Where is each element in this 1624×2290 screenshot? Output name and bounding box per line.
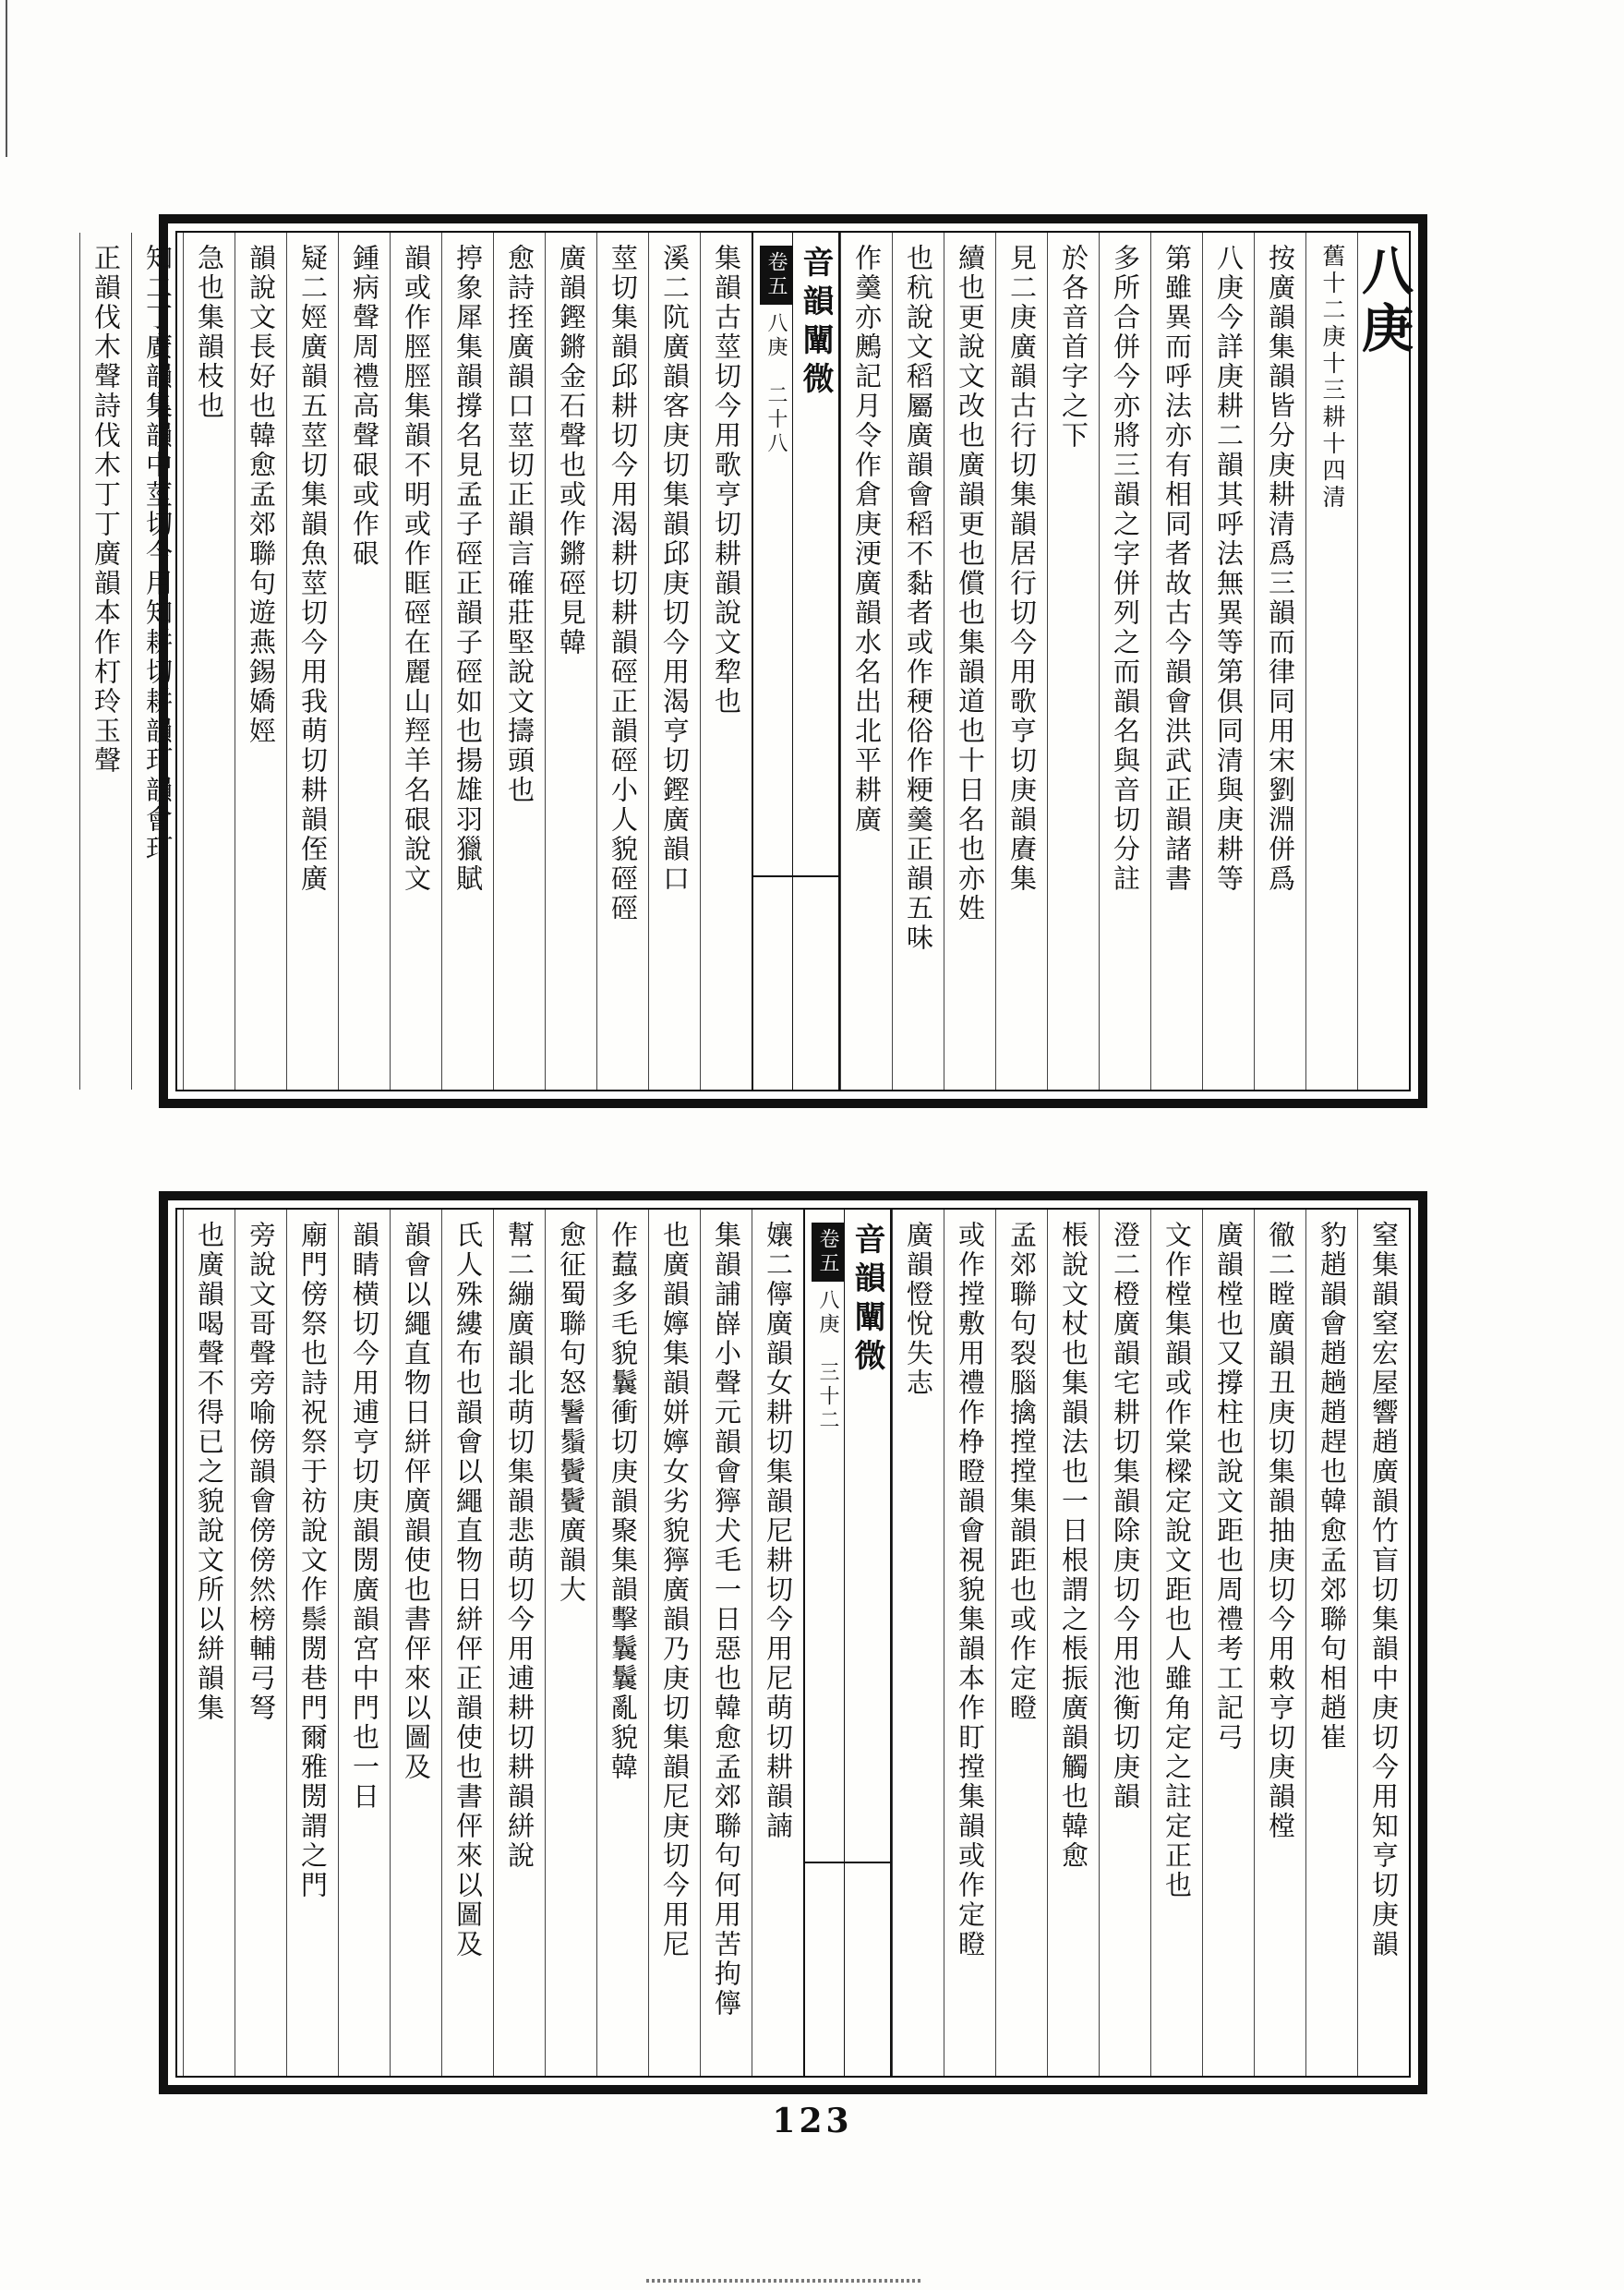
- rhyme-label: 八庚: [764, 312, 788, 360]
- text-column: 孃二儜廣韻女耕切集韻尼耕切今用尼萌切耕韻諵: [752, 1210, 803, 2076]
- text-column: 澄二橙廣韻宅耕切集韻除庚切今用池衡切庚韻: [1099, 1210, 1150, 2076]
- text-column: 或作摚敷用禮作棦瞪韻會視貌集韻本作盯摚集韻或作定瞪: [944, 1210, 995, 2076]
- text-column: 溪二阬廣韻客庚切集韻邱庚切今用渴亨切鏗廣韻口: [648, 233, 700, 1090]
- text-column: 韻或作脛脛集韻不明或作眶硜在麗山羥羊名硍說文: [390, 233, 441, 1090]
- juan-label: 卷五: [812, 1223, 844, 1282]
- fold-mark: [753, 875, 838, 877]
- text-column: 氏人殊縷布也韻會以繩直物日絣伻正韻使也書伻來以圖及: [441, 1210, 493, 2076]
- book-title: 音韻闡微: [844, 1210, 890, 2076]
- text-column: 第雖異而呼法亦有相同者故古今韻會洪武正韻諸書: [1150, 233, 1202, 1090]
- folio-label: 三十二: [816, 1361, 839, 1433]
- text-column: 集韻古莖切今用歌亨切耕韻說文犂也: [700, 233, 752, 1090]
- text-column: 也廣韻喝聲不得已之貌說文所以絣韻集: [183, 1210, 235, 2076]
- text-column: 廣韻憕悅失志: [892, 1210, 944, 2076]
- lower-page-panel: [159, 1191, 1427, 2094]
- text-column: 豹趙韻會趙趟趙趕也韓愈孟郊聯句相趙崔: [1305, 1210, 1357, 2076]
- text-column: 也廣韻嬣集韻姘嬣女劣貌獰廣韻乃庚切集韻尼庚切今用尼: [648, 1210, 700, 2076]
- rhyme-heading-note: 舊十二庚十三耕十四清: [1305, 233, 1357, 1090]
- text-column: 愈征蜀聯句怒鬐鬚鬢鬢廣韻大: [545, 1210, 596, 2076]
- text-column: 疑二娙廣韻五莖切集韻魚莖切今用我萌切耕韻侄廣: [286, 233, 338, 1090]
- text-column: 棖說文杖也集韻法也一日根謂之棖振廣韻觸也韓愈: [1047, 1210, 1099, 2076]
- scan-artifact: [646, 2279, 923, 2283]
- upper-page-panel: [90, 214, 1427, 1108]
- text-column: 愈詩挃廣韻口莖切正韻言確莊堅說文擣頭也: [493, 233, 545, 1090]
- text-column: 莖切集韻邱耕切今用渴耕切耕韻硜正韻硜小人貌硜硜: [596, 233, 648, 1090]
- text-column: 幫二繃廣韻北萌切集韻悲萌切今用逋耕切耕韻絣說: [493, 1210, 545, 2076]
- text-column: 多所合併今亦將三韻之字併列之而韻名與音切分註: [1099, 233, 1150, 1090]
- text-column: 韻會以繩直物日絣伻廣韻使也書伻來以圖及: [390, 1210, 441, 2076]
- text-column: 廣韻鏗鏘金石聲也或作鏘硜見韓: [545, 233, 596, 1090]
- text-column: 作蠚多毛貌鬤衝切庚韻聚集韻擊鬤鬤亂貌韓: [596, 1210, 648, 2076]
- text-column: 於各音首字之下: [1047, 233, 1099, 1090]
- text-column: 揨象犀集韻撐名見孟子硜正韻子硜如也揚雄羽獵賦: [441, 233, 493, 1090]
- rhyme-label: 八庚: [816, 1289, 839, 1337]
- center-fold-labels: [805, 1210, 844, 2076]
- text-column: 八庚今詳庚耕二韻其呼法無異等第俱同清與庚耕等: [1202, 233, 1254, 1090]
- juan-label: 卷五: [760, 246, 792, 305]
- text-column: 集韻誧嶭小聲元韻會獰犬毛一日惡也韓愈孟郊聯句何用苦拘儜: [700, 1210, 752, 2076]
- page-number: 123: [772, 2102, 853, 2140]
- center-fold-labels: [753, 233, 792, 1090]
- fold-mark: [805, 1862, 890, 1863]
- text-column: 韻說文長好也韓愈孟郊聯句遊燕錫嬌娙: [235, 233, 286, 1090]
- rhyme-heading: 八庚: [1357, 233, 1409, 1090]
- folio-label: 二十八: [764, 384, 788, 456]
- text-column: 正韻伐木聲詩伐木丁丁廣韻本作朾玲玉聲: [79, 233, 131, 1090]
- text-column: 急也集韻枝也: [183, 233, 235, 1090]
- text-column: 孟郊聯句裂腦擒摚摚集韻距也或作定瞪: [995, 1210, 1047, 2076]
- text-column: 按廣韻集韻皆分庚耕清爲三韻而律同用宋劉淵併爲: [1254, 233, 1305, 1090]
- text-column: 見二庚廣韻古行切集韻居行切今用歌亨切庚韻賡集: [995, 233, 1047, 1090]
- text-column: 作羹亦鶊記月令作倉庚浭廣韻水名出北平耕廣: [840, 233, 892, 1090]
- text-column: 徹二瞠廣韻丑庚切集韻抽庚切今用敕亨切庚韻樘: [1254, 1210, 1305, 2076]
- text-column: 鍾病聲周禮高聲硍或作硍: [338, 233, 390, 1090]
- lower-page-inner: [175, 1208, 1411, 2078]
- upper-center-fold: [752, 233, 840, 1090]
- text-column: 續也更說文改也廣韻更也償也集韻道也十日名也亦姓: [944, 233, 995, 1090]
- text-column: 文作樘集韻或作棠樑定說文距也人雖角定之註定正也: [1150, 1210, 1202, 2076]
- upper-page-inner: [90, 231, 1414, 1091]
- text-column: 窒集韻窒宏屋響趙廣韻竹盲切集韻中庚切今用知亨切庚韻: [1357, 1210, 1409, 2076]
- text-column: 廟門傍祭也詩祝祭于祊說文作鬃閍巷門爾雅閍謂之門: [286, 1210, 338, 2076]
- text-column: 旁說文哥聲旁喻傍韻會傍傍然榜輔弓弩: [235, 1210, 286, 2076]
- text-column: 也秔說文稻屬廣韻會稻不黏者或作稉俗作粳羹正韻五味: [892, 233, 944, 1090]
- text-column: 廣韻樘也又撐柱也說文距也周禮考工記弓: [1202, 1210, 1254, 2076]
- book-title: 音韻闡微: [792, 233, 838, 1090]
- text-column: 知二丁廣韻集韻中莖切今用知耕切耕韻玎韻會玎: [131, 233, 183, 1090]
- lower-center-fold: [803, 1210, 892, 2076]
- text-column: 韻睛横切今用逋亨切庚韻閍廣韻宮中門也一日: [338, 1210, 390, 2076]
- scan-edge-line: [6, 0, 7, 157]
